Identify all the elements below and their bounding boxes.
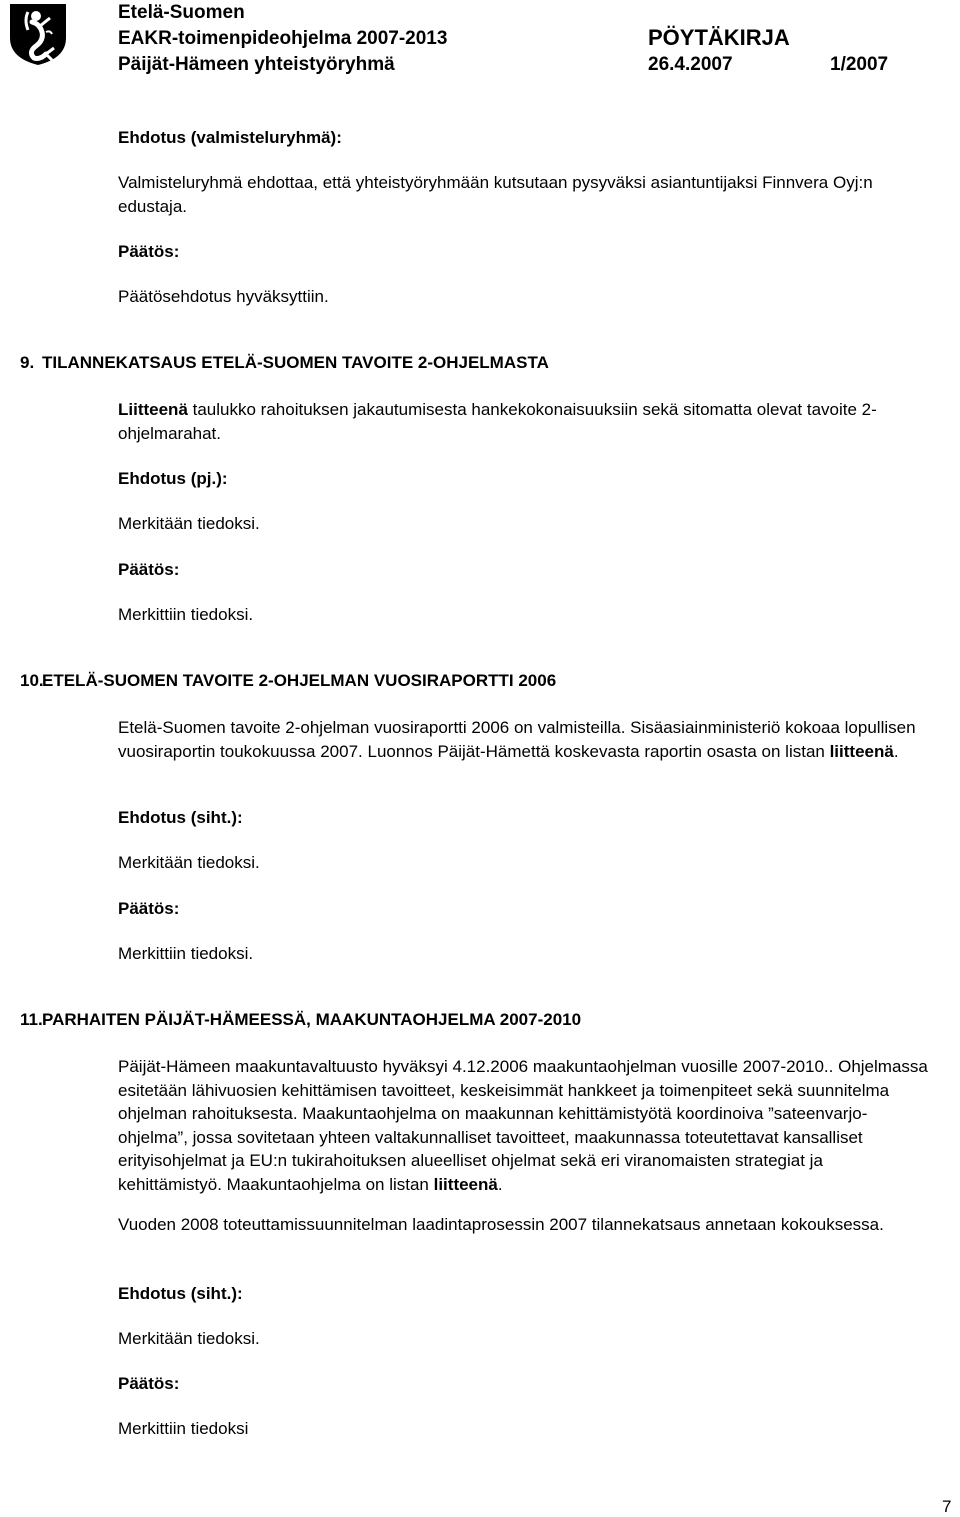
mermaid-coat-of-arms-icon [6,2,70,66]
section-11-title: PARHAITEN PÄIJÄT-HÄMEESSÄ, MAAKUNTAOHJELMA 2007-2010 [42,1010,582,1029]
decision-heading: Päätös: [118,242,180,261]
section-10-decision-heading: Päätös: [118,899,180,918]
section-10-body [118,716,930,763]
section-10-attachment-label: liitteenä [829,741,894,761]
section-10-body-end: . [893,741,899,761]
section-9-decision-text: Merkittiin tiedoksi. [118,605,254,624]
section-11-proposal-text: Merkitään tiedoksi. [118,1329,260,1348]
attachment-label: Liitteenä [118,400,188,419]
header-issue: 1/2007 [830,54,889,75]
section-9-proposal-text: Merkitään tiedoksi. [118,514,260,533]
page-number: 7 [942,1497,952,1516]
header-org-line1: Etelä-Suomen [118,2,245,23]
section-11-decision-heading: Päätös: [118,1374,180,1393]
section-10-title: ETELÄ-SUOMEN TAVOITE 2-OHJELMAN VUOSIRAPORTTI 2006 [42,671,557,690]
section-10-body-text: Etelä-Suomen tavoite 2-ohjelman vuosiraportti 2006 on valmisteilla. Sisäasiainministeriö kokoaa lopullisen vuosiraportin toukokuussa 2007. Luonnos Päijät-Hämettä koskevasta raportin osasta on listan [118,718,916,761]
section-9-proposal-heading: Ehdotus (pj.): [118,469,228,488]
header-org-line2: EAKR-toimenpideohjelma 2007-2013 [118,28,448,49]
section-11-number: 11. [20,1010,43,1029]
section-11-proposal-heading: Ehdotus (siht.): [118,1284,243,1303]
section-10-decision-text: Merkittiin tiedoksi. [118,944,254,963]
header-doc-type: PÖYTÄKIRJA [648,25,790,50]
section-9-decision-heading: Päätös: [118,560,180,579]
section-10-proposal-text: Merkitään tiedoksi. [118,853,260,872]
attachment-text: taulukko rahoituksen jakautumisesta hankekokonaisuuksiin sekä sitomatta olevat tavoite 2-ohjelmarahat. [118,400,877,443]
section-11-body-text: Päijät-Hämeen maakuntavaltuusto hyväksyi 4.12.2006 maakuntaohjelman vuosille 2007-2010.. Ohjelmassa esitetään lähivuosien kehittämisen tavoitteet, keskeisimmät hankkeet ja toimenpiteet sekä suunnitelma ohjelman rahoituksesta. Maakuntaohjelma on maakunnan kehittämistyötä koordinoiva ”sateenvarjo-ohjelma”, jossa sovitetaan yhteen valtakunnalliset tavoitteet, maakunnassa toteutettavat kansalliset erityisohjelmat ja EU:n tukirahoituksen alueelliset ohjelmat sekä eri viranomaisten strategiat ja kehittämistyö. Maakuntaohjelma on listan [118,1057,928,1194]
section-9-number: 9. [20,353,35,372]
coat-of-arms-logo [6,2,70,66]
section-11-decision-text: Merkittiin tiedoksi [118,1419,249,1438]
section-11-body-end: . [497,1174,503,1194]
proposal-text: Valmisteluryhmä ehdottaa, että yhteistyöryhmään kutsutaan pysyväksi asiantuntijaksi Finnvera Oyj:n edustaja. [118,173,873,216]
section-9-attachment [118,398,930,445]
section-11-body-2: Vuoden 2008 toteuttamissuunnitelman laadintaprosessin 2007 tilannekatsaus annetaan kokouksessa. [118,1215,884,1234]
proposal-heading: Ehdotus (valmisteluryhmä): [118,128,342,147]
decision-text: Päätösehdotus hyväksyttiin. [118,287,329,306]
section-10-number: 10. [20,671,44,690]
header-org-line3: Päijät-Hämeen yhteistyöryhmä [118,54,395,75]
header-date: 26.4.2007 [648,54,733,75]
section-9-title: TILANNEKATSAUS ETELÄ-SUOMEN TAVOITE 2-OHJELMASTA [42,353,549,372]
section-11-body [118,1055,930,1197]
section-10-proposal-heading: Ehdotus (siht.): [118,808,243,827]
section-11-attachment-label: liitteenä [433,1174,498,1194]
